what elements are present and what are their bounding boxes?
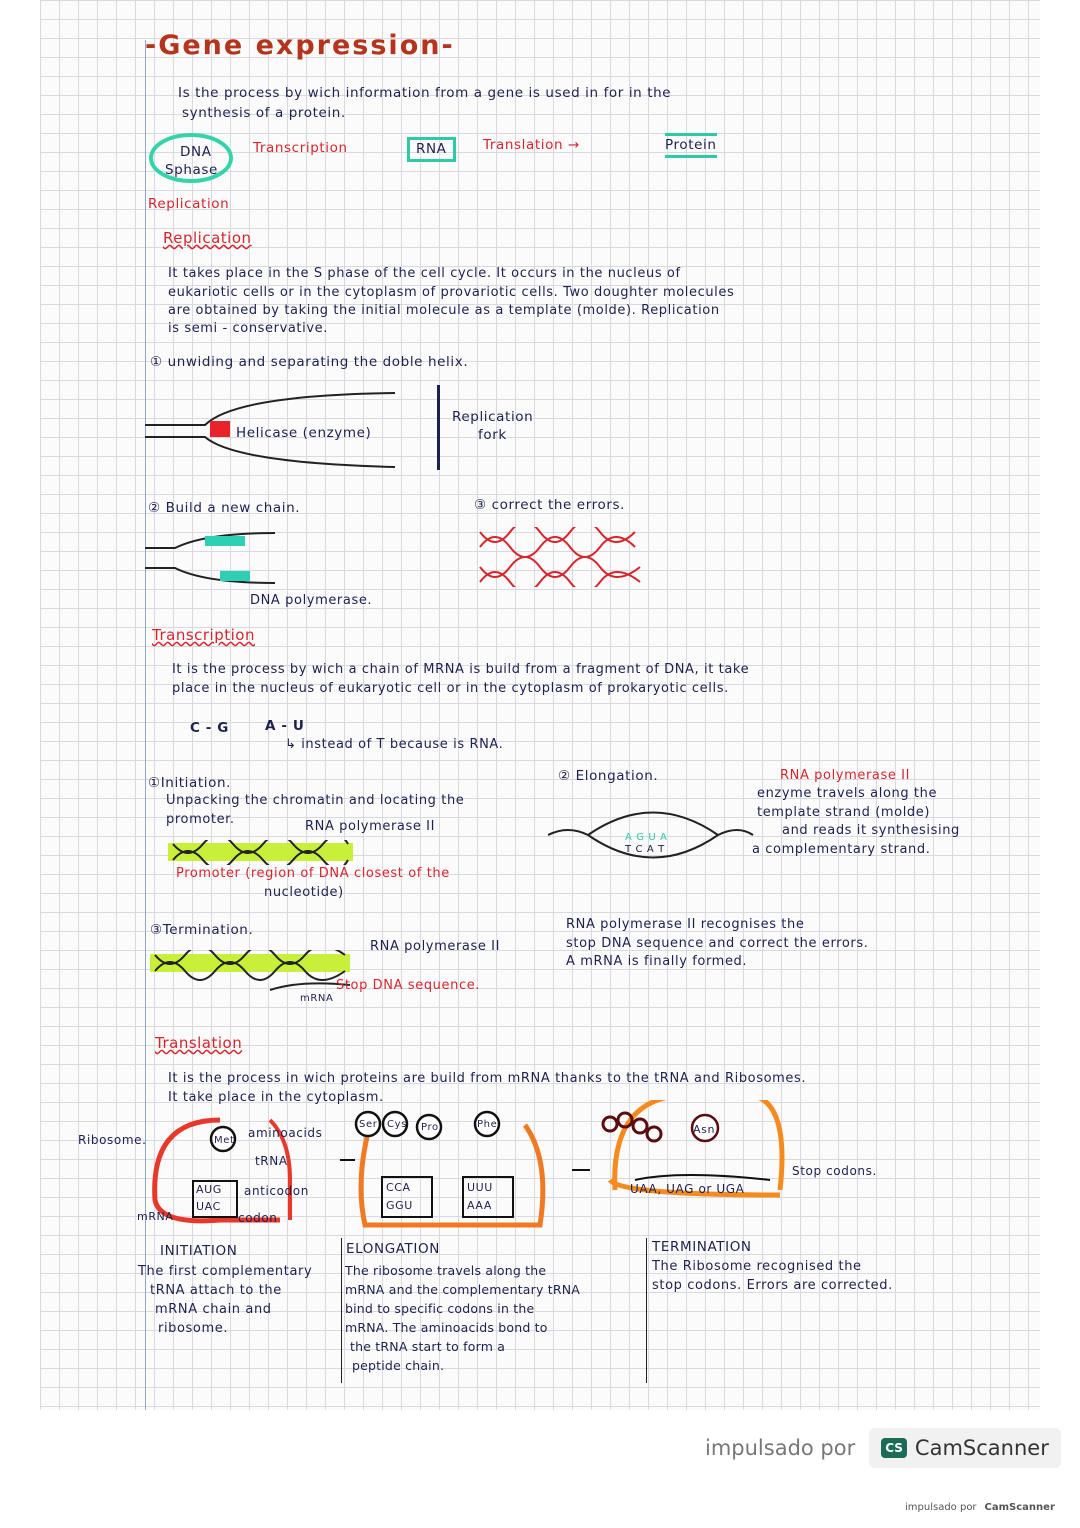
phe-label: Phe: [477, 1119, 498, 1130]
polymerase-label: DNA polymerase.: [250, 593, 373, 608]
brand-text: CamScanner: [914, 1436, 1049, 1460]
initiation-text: Unpacking the chromatin and locating the: [166, 793, 465, 808]
elongation-column-text: the tRNA start to form a: [350, 1339, 506, 1354]
ser-label: Ser: [359, 1119, 378, 1130]
small-watermark: [905, 1502, 1055, 1513]
replication-text: It takes place in the S phase of the cell cycle. It occurs in the nucleus of: [168, 266, 681, 281]
promoter-text: Promoter (region of DNA closest of the: [176, 866, 450, 881]
initiation-column-text: mRNA chain and: [155, 1302, 272, 1317]
fork-bracket: [437, 385, 440, 470]
powered-by-text: impulsado por: [705, 1436, 856, 1460]
camscanner-watermark: [705, 1428, 1061, 1468]
step1-label: ① unwiding and separating the doble helix.: [150, 354, 469, 370]
elongation-text: and reads it synthesising: [782, 823, 960, 838]
promoter-text: nucleotide): [264, 885, 344, 900]
replication-heading: Replication: [163, 229, 252, 247]
ggu-anticodon: GGU: [386, 1199, 413, 1212]
elongation-text: template strand (molde): [757, 805, 931, 820]
elongation-column-text: bind to specific codons in the: [345, 1301, 535, 1316]
termination-title: ③Termination.: [150, 922, 254, 938]
codon-box: [192, 1180, 238, 1218]
trna-label: tRNA: [255, 1154, 288, 1168]
step2-label: ② Build a new chain.: [148, 500, 301, 516]
translation-text: It take place in the cytoplasm.: [168, 1090, 384, 1105]
base-pair-au: A - U: [265, 718, 305, 734]
mrna-label: mRNA: [137, 1210, 174, 1223]
elongation-column-title: ELONGATION: [346, 1241, 440, 1257]
translation-heading: Translation: [155, 1034, 243, 1052]
step3-label: ③ correct the errors.: [474, 497, 626, 513]
stop-sequence-label: Stop DNA sequence.: [336, 978, 481, 993]
elongation-text: RNA polymerase II: [780, 768, 911, 783]
new-chain-diagram: [145, 528, 305, 598]
base-pair-note: ↳ instead of T because is RNA.: [285, 737, 504, 752]
uuu-codon: UUU: [467, 1181, 493, 1194]
elongation-column-text: peptide chain.: [352, 1358, 445, 1373]
initiation-title: ①Initiation.: [148, 775, 232, 791]
termination-column-title: TERMINATION: [652, 1239, 752, 1255]
bases-top: A G U A: [625, 832, 668, 843]
elongation-column-text: The ribosome travels along the: [345, 1263, 547, 1278]
transcription-heading: Transcription: [152, 626, 255, 644]
cys-label: Cys: [387, 1119, 407, 1130]
initiation-column-text: ribosome.: [158, 1321, 229, 1336]
intro-line: synthesis of a protein.: [182, 105, 346, 121]
camscanner-logo-icon: CS: [881, 1438, 907, 1458]
camscanner-badge: [869, 1428, 1061, 1468]
aaa-anticodon: AAA: [467, 1199, 492, 1212]
aug-codon: AUG: [196, 1183, 222, 1196]
elongation-text: a complementary strand.: [752, 842, 931, 857]
intro-line: Is the process by wich information from a gene is used in for in the: [178, 85, 672, 101]
elongation-column-text: mRNA and the complementary tRNA: [345, 1282, 581, 1297]
cca-codon: CCA: [386, 1181, 411, 1194]
initiation-column-title: INITIATION: [160, 1243, 238, 1259]
fork-label: fork: [478, 427, 507, 443]
replication-text: is semi - conservative.: [168, 321, 328, 336]
mrna-label: mRNA: [300, 993, 334, 1004]
asn-label: Asn: [693, 1123, 716, 1136]
elongation-title: ② Elongation.: [558, 768, 659, 784]
flow-protein: Protein: [665, 133, 717, 158]
elongation-column-text: mRNA. The aminoacids bond to: [345, 1320, 548, 1335]
corrected-helix-diagram: [475, 527, 645, 587]
replication-text: are obtained by taking the initial molecule as a template (molde). Replication: [168, 303, 720, 318]
flow-replication: Replication: [148, 196, 230, 212]
stop-codons-label: Stop codons.: [792, 1164, 877, 1178]
column-divider: [341, 1238, 342, 1383]
flow-dna: DNA: [180, 144, 212, 160]
initiation-column-text: tRNA attach to the: [150, 1283, 282, 1298]
termination-column-text: The Ribosome recognised the: [652, 1259, 862, 1274]
met-label: Met: [214, 1135, 235, 1146]
rna-polymerase-label: RNA polymerase II: [305, 819, 436, 834]
small-brand-text: CamScanner: [984, 1502, 1055, 1513]
codon-box: [462, 1176, 514, 1218]
ribosome-label: Ribosome.: [78, 1133, 147, 1147]
pro-label: Pro: [421, 1122, 439, 1133]
stop-codon-list: UAA, UAG or UGA: [630, 1182, 745, 1196]
uac-anticodon: UAC: [196, 1200, 221, 1213]
small-powered-text: impulsado por: [905, 1502, 977, 1513]
flow-translation: Translation →: [483, 137, 580, 153]
fork-label: Replication: [452, 409, 534, 425]
term-polymerase-label: RNA polymerase II: [370, 939, 501, 954]
translation-text: It is the process in wich proteins are build from mRNA thanks to the tRNA and Ribosomes.: [168, 1071, 807, 1086]
dna-promoter-diagram: [168, 840, 358, 865]
column-divider: [646, 1238, 647, 1383]
flow-rna: RNA: [407, 137, 456, 162]
flow-transcription: Transcription: [253, 140, 348, 156]
flow-sphase: Sphase: [165, 162, 218, 178]
replication-text: eukariotic cells or in the cytoplasm of provariotic cells. Two doughter molecules: [168, 285, 735, 300]
anticodon-label: anticodon: [244, 1184, 309, 1198]
codon-label: codon: [238, 1211, 278, 1225]
base-pair-cg: C - G: [190, 720, 229, 736]
transcription-text: place in the nucleus of eukaryotic cell or in the cytoplasm of prokaryotic cells.: [172, 681, 729, 696]
helicase-label: Helicase (enzyme): [236, 425, 372, 441]
codon-box: [381, 1176, 433, 1218]
elongation-text: enzyme travels along the: [757, 786, 938, 801]
termination-text: stop DNA sequence and correct the errors.: [566, 936, 869, 951]
termination-text: RNA polymerase II recognises the: [566, 917, 805, 932]
initiation-column-text: The first complementary: [138, 1264, 313, 1279]
transcription-text: It is the process by wich a chain of MRNA is build from a fragment of DNA, it take: [172, 662, 750, 677]
initiation-text: promoter.: [166, 812, 235, 827]
termination-column-text: stop codons. Errors are corrected.: [652, 1278, 893, 1293]
aminoacids-label: aminoacids: [248, 1126, 323, 1140]
bases-bottom: T C A T: [625, 844, 665, 855]
termination-text: A mRNA is finally formed.: [566, 954, 748, 969]
page-title: -Gene expression-: [145, 30, 455, 61]
